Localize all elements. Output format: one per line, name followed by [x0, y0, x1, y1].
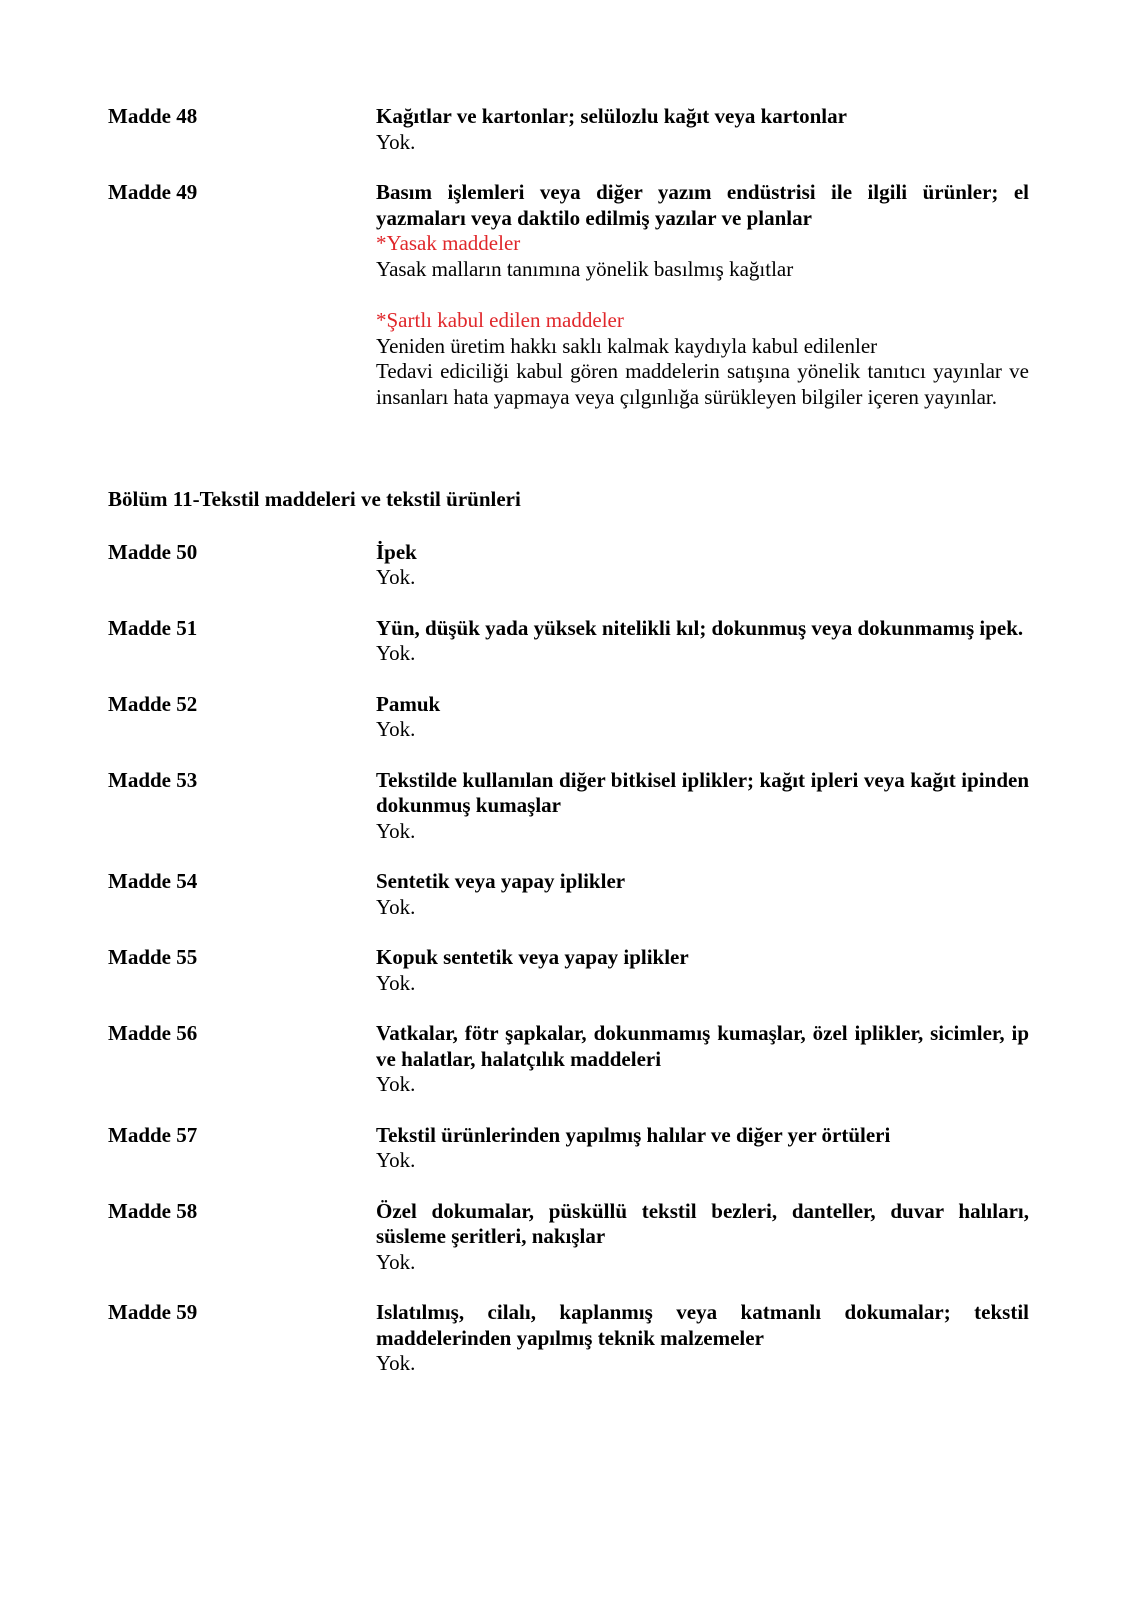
- article-number: Madde 59: [108, 1300, 198, 1324]
- article-heading: Özel dokumalar, püsküllü tekstil bezleri, danteller, duvar halıları, süsleme şeritleri, nakışlar: [376, 1198, 1029, 1248]
- conditional-label: *Şartlı kabul edilen maddeler: [376, 308, 624, 332]
- article-text: Yok.: [376, 1249, 416, 1274]
- article-48: [108, 104, 1029, 155]
- article-body: [376, 945, 1029, 996]
- article-59: [108, 1300, 1029, 1377]
- article-heading: Yün, düşük yada yüksek nitelikli kıl; dokunmuş veya dokunmamış ipek.: [376, 615, 1024, 640]
- conditional-text-1: Yeniden üretim hakkı saklı kalmak kaydıyla kabul edilenler: [376, 333, 878, 358]
- article-heading: İpek: [376, 539, 417, 564]
- article-body: [376, 180, 1029, 410]
- article-body: [376, 616, 1029, 667]
- article-55: [108, 945, 1029, 996]
- article-body: [376, 692, 1029, 743]
- article-text: Yok.: [376, 1351, 416, 1375]
- article-text: Yok.: [376, 1072, 416, 1096]
- article-heading: Basım işlemleri veya diğer yazım endüstrisi ile ilgili ürünler; el yazmaları veya daktilo edilmiş yazılar ve planlar: [376, 180, 1029, 230]
- article-body: [376, 1123, 1029, 1174]
- section-title: Bölüm 11-Tekstil maddeleri ve tekstil ürünleri: [108, 487, 521, 511]
- article-heading: Kağıtlar ve kartonlar; selülozlu kağıt veya kartonlar: [376, 104, 847, 128]
- article-number: Madde 48: [108, 104, 198, 128]
- article-51: [108, 616, 1029, 667]
- article-body: [376, 768, 1029, 845]
- article-text: Yok.: [376, 641, 416, 665]
- article-54: [108, 869, 1029, 920]
- article-body: [376, 1021, 1029, 1098]
- article-heading: Islatılmış, cilalı, kaplanmış veya katmanlı dokumalar; tekstil maddelerinden yapılmış teknik malzemeler: [376, 1300, 1029, 1350]
- article-number: Madde 51: [108, 615, 198, 640]
- article-52: [108, 692, 1029, 743]
- article-body: [376, 540, 1029, 591]
- article-number: Madde 49: [108, 180, 198, 204]
- article-58: [108, 1199, 1029, 1276]
- article-body: [376, 869, 1029, 920]
- article-56: [108, 1021, 1029, 1098]
- prohibited-label: *Yasak maddeler: [376, 231, 521, 255]
- article-number: Madde 57: [108, 1122, 198, 1147]
- article-heading: Sentetik veya yapay iplikler: [376, 869, 626, 893]
- article-number: Madde 55: [108, 945, 198, 969]
- prohibited-text: Yasak malların tanımına yönelik basılmış kağıtlar: [376, 256, 794, 281]
- article-text: Yok.: [376, 970, 416, 995]
- article-heading: Vatkalar, fötr şapkalar, dokunmamış kumaşlar, özel iplikler, sicimler, ip ve halatlar, halatçılık maddeleri: [376, 1021, 1029, 1071]
- article-heading: Kopuk sentetik veya yapay iplikler: [376, 945, 689, 969]
- article-53: [108, 768, 1029, 845]
- article-50: [108, 540, 1029, 591]
- article-body: [376, 104, 1029, 155]
- article-number: Madde 52: [108, 691, 198, 716]
- article-text: Yok.: [376, 894, 416, 919]
- article-number: Madde 58: [108, 1198, 198, 1223]
- article-heading: Tekstil ürünlerinden yapılmış halılar ve diğer yer örtüleri: [376, 1122, 891, 1147]
- article-number: Madde 50: [108, 539, 198, 564]
- article-text: Yok.: [376, 818, 416, 843]
- conditional-text-2: Tedavi ediciliği kabul gören maddelerin satışına yönelik tanıtıcı yayınlar ve insanları hata yapmaya veya çılgınlığa sürükleyen bilgiler içeren yayınlar.: [376, 359, 1029, 409]
- article-heading: Tekstilde kullanılan diğer bitkisel iplikler; kağıt ipleri veya kağıt ipinden dokunmuş kumaşlar: [376, 767, 1029, 817]
- article-text: Yok.: [376, 129, 416, 154]
- article-57: [108, 1123, 1029, 1174]
- article-body: [376, 1300, 1029, 1377]
- article-heading: Pamuk: [376, 691, 441, 716]
- article-body: [376, 1199, 1029, 1276]
- article-text: Yok.: [376, 717, 416, 741]
- article-49: [108, 180, 1029, 410]
- article-number: Madde 54: [108, 869, 198, 893]
- article-text: Yok.: [376, 565, 416, 589]
- article-number: Madde 56: [108, 1021, 198, 1045]
- article-number: Madde 53: [108, 767, 198, 792]
- article-text: Yok.: [376, 1148, 416, 1172]
